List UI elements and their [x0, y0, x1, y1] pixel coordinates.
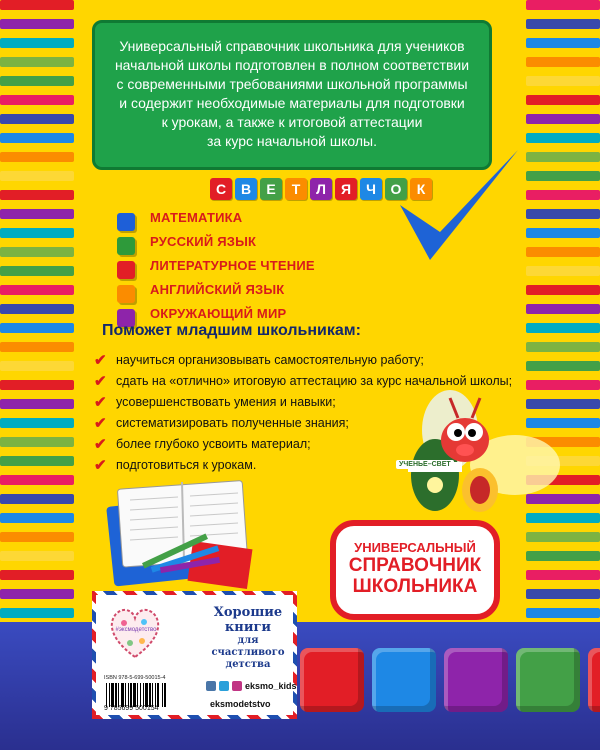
color-stripe	[0, 380, 74, 390]
barcode-bar	[137, 683, 138, 707]
big-checkmark-icon	[400, 150, 520, 280]
checkmark-icon: ✔	[94, 436, 107, 453]
slogan-line: для счастливого	[211, 635, 285, 658]
color-stripe	[526, 589, 600, 599]
color-stripe	[0, 399, 74, 409]
subject-cubes	[117, 213, 135, 333]
help-heading: Поможет младшим школьникам:	[102, 322, 361, 339]
color-stripe	[0, 361, 74, 371]
color-stripe	[526, 266, 600, 276]
color-stripe	[0, 342, 74, 352]
barcode-bar	[111, 683, 114, 707]
checkmark-icon: ✔	[94, 415, 107, 432]
firefly-mascot-illustration	[370, 370, 570, 520]
color-stripe	[0, 494, 74, 504]
slogan-line: детства	[225, 659, 271, 670]
barcode-bar	[133, 683, 136, 707]
color-stripe	[526, 171, 600, 181]
barcode-bar	[143, 683, 144, 707]
color-stripe	[526, 76, 600, 86]
color-stripe	[0, 133, 74, 143]
barcode-icon	[104, 683, 200, 707]
subject-label: ОКРУЖАЮЩИЙ МИР	[150, 306, 287, 321]
logo-letter: Т	[285, 178, 307, 200]
color-stripe	[526, 608, 600, 618]
barcode-bar	[125, 683, 126, 707]
color-stripe	[526, 323, 600, 333]
subject-cube-icon	[117, 213, 135, 231]
benefit-text: более глубоко усвоить материал;	[116, 437, 311, 451]
color-stripe	[526, 551, 600, 561]
color-stripe	[0, 475, 74, 485]
intro-line: за курс начальной школы.	[207, 133, 377, 149]
isbn-label: ISBN 978-5-699-50015-4	[104, 675, 166, 681]
barcode-bar	[145, 683, 148, 707]
color-stripe	[0, 551, 74, 561]
color-stripe	[0, 76, 74, 86]
color-stripe	[526, 304, 600, 314]
color-stripe	[0, 228, 74, 238]
logo-letter: Л	[310, 178, 332, 200]
social-handle-secondary: eksmodetstvo	[210, 699, 271, 709]
color-stripe	[526, 114, 600, 124]
color-stripe	[0, 285, 74, 295]
color-stripe	[0, 114, 74, 124]
badge-line-3: ШКОЛЬНИКА	[352, 576, 478, 597]
list-item	[94, 350, 512, 371]
barcode-bar	[155, 683, 156, 707]
intro-text-box	[92, 20, 492, 170]
subject-list	[150, 206, 315, 326]
notebooks-pencils-illustration	[100, 460, 260, 590]
color-stripe	[0, 608, 74, 618]
logo-letter: Ч	[360, 178, 382, 200]
color-stripe	[0, 190, 74, 200]
intro-line: Универсальный справочник школьника для учеников	[119, 38, 465, 54]
color-stripe	[0, 0, 74, 10]
vk-icon	[206, 681, 216, 691]
logo-letter: Е	[260, 178, 282, 200]
barcode-bar	[140, 683, 141, 707]
barcode-bar	[118, 683, 119, 707]
hashtag-label: #эксмодетство	[115, 627, 157, 633]
big-cube-row	[300, 648, 600, 712]
color-stripe	[0, 95, 74, 105]
checkmark-icon: ✔	[94, 352, 107, 369]
color-stripe	[0, 152, 74, 162]
color-stripe	[0, 513, 74, 523]
logo-letter: К	[410, 178, 432, 200]
intro-line: с современными требованиями школьной программы	[116, 76, 468, 92]
barcode-bar	[121, 683, 124, 707]
benefit-text: подготовиться к урокам.	[116, 458, 257, 472]
color-cube-icon	[444, 648, 508, 712]
color-cube-icon	[516, 648, 580, 712]
color-stripe	[0, 38, 74, 48]
color-stripe	[526, 285, 600, 295]
social-handle: eksmo_kids	[245, 681, 297, 691]
color-stripe	[0, 19, 74, 29]
barcode-bar	[157, 683, 159, 707]
color-stripe	[0, 323, 74, 333]
color-stripe	[0, 418, 74, 428]
slogan	[202, 605, 294, 671]
title-badge	[330, 520, 500, 620]
color-stripe	[526, 209, 600, 219]
color-stripe	[0, 437, 74, 447]
social-handle-row	[206, 681, 297, 691]
color-stripe	[526, 570, 600, 580]
color-stripe	[526, 152, 600, 162]
color-stripe	[0, 171, 74, 181]
subject-cube-icon	[117, 285, 135, 303]
color-stripe	[526, 228, 600, 238]
intro-line: начальной школы подготовлен в полном соответствии	[114, 57, 470, 73]
logo-letter: О	[385, 178, 407, 200]
barcode-bar	[152, 683, 153, 707]
color-stripe	[526, 0, 600, 10]
barcode-bar	[149, 683, 151, 707]
subject-label: РУССКИЙ ЯЗЫК	[150, 234, 257, 249]
checkmark-icon: ✔	[94, 373, 107, 390]
color-cube-icon	[300, 648, 364, 712]
color-stripe	[0, 266, 74, 276]
barcode-bar	[106, 683, 107, 707]
subject-label: АНГЛИЙСКИЙ ЯЗЫК	[150, 282, 285, 297]
subject-label: ЛИТЕРАТУРНОЕ ЧТЕНИЕ	[150, 258, 315, 273]
telegram-icon	[219, 681, 229, 691]
slogan-line: книги	[224, 620, 272, 635]
color-stripe	[0, 247, 74, 257]
color-stripe	[526, 190, 600, 200]
barcode-bar	[128, 683, 129, 707]
color-stripe	[0, 304, 74, 314]
logo-letter: В	[235, 178, 257, 200]
benefit-text: научиться организовывать самостоятельную работу;	[116, 353, 424, 367]
color-stripe	[526, 133, 600, 143]
color-stripe	[526, 247, 600, 257]
subject-cube-icon	[117, 237, 135, 255]
logo-letter: Я	[335, 178, 357, 200]
color-cube-icon	[372, 648, 436, 712]
benefit-text: сдать на «отлично» итоговую аттестацию за курс начальной школы;	[116, 374, 513, 388]
intro-line: к урокам, а также к итоговой аттестации	[161, 114, 423, 130]
barcode-bar	[162, 683, 163, 707]
benefit-text: усовершенствовать умения и навыки;	[116, 395, 336, 409]
subject-label: МАТЕМАТИКА	[150, 210, 243, 225]
publisher-postcard	[92, 591, 297, 719]
badge-line-1: УНИВЕРСАЛЬНЫЙ	[354, 540, 476, 555]
instagram-icon	[232, 681, 242, 691]
color-stripe	[0, 209, 74, 219]
barcode-bar	[109, 683, 110, 707]
checkmark-icon: ✔	[94, 394, 107, 411]
subject-cube-icon	[117, 261, 135, 279]
color-stripe	[0, 570, 74, 580]
benefit-text: систематизировать полученные знания;	[116, 416, 349, 430]
color-stripe	[526, 95, 600, 105]
intro-line: и содержит необходимые материалы для подготовки	[119, 95, 465, 111]
color-stripe	[0, 456, 74, 466]
color-stripe	[526, 532, 600, 542]
color-cube-icon	[588, 648, 600, 712]
barcode-bar	[115, 683, 117, 707]
color-stripe	[526, 38, 600, 48]
color-stripe	[526, 57, 600, 67]
color-stripe	[526, 19, 600, 29]
heart-doodle-icon	[106, 605, 164, 661]
mascot-lantern-label: УЧЕНЬЕ–СВЕТ	[396, 460, 454, 469]
barcode-bar	[164, 683, 166, 707]
logo-letter: С	[210, 178, 232, 200]
badge-line-2: СПРАВОЧНИК	[348, 555, 482, 576]
barcode-number: 9 785699 500154	[104, 705, 159, 712]
slogan-line: Хорошие	[213, 605, 283, 620]
color-stripe	[526, 342, 600, 352]
color-stripe	[0, 57, 74, 67]
barcode-bar	[130, 683, 132, 707]
color-stripe	[0, 532, 74, 542]
checkmark-icon: ✔	[94, 457, 107, 474]
color-stripe	[0, 589, 74, 599]
series-logo-svetlyachok	[210, 178, 432, 200]
